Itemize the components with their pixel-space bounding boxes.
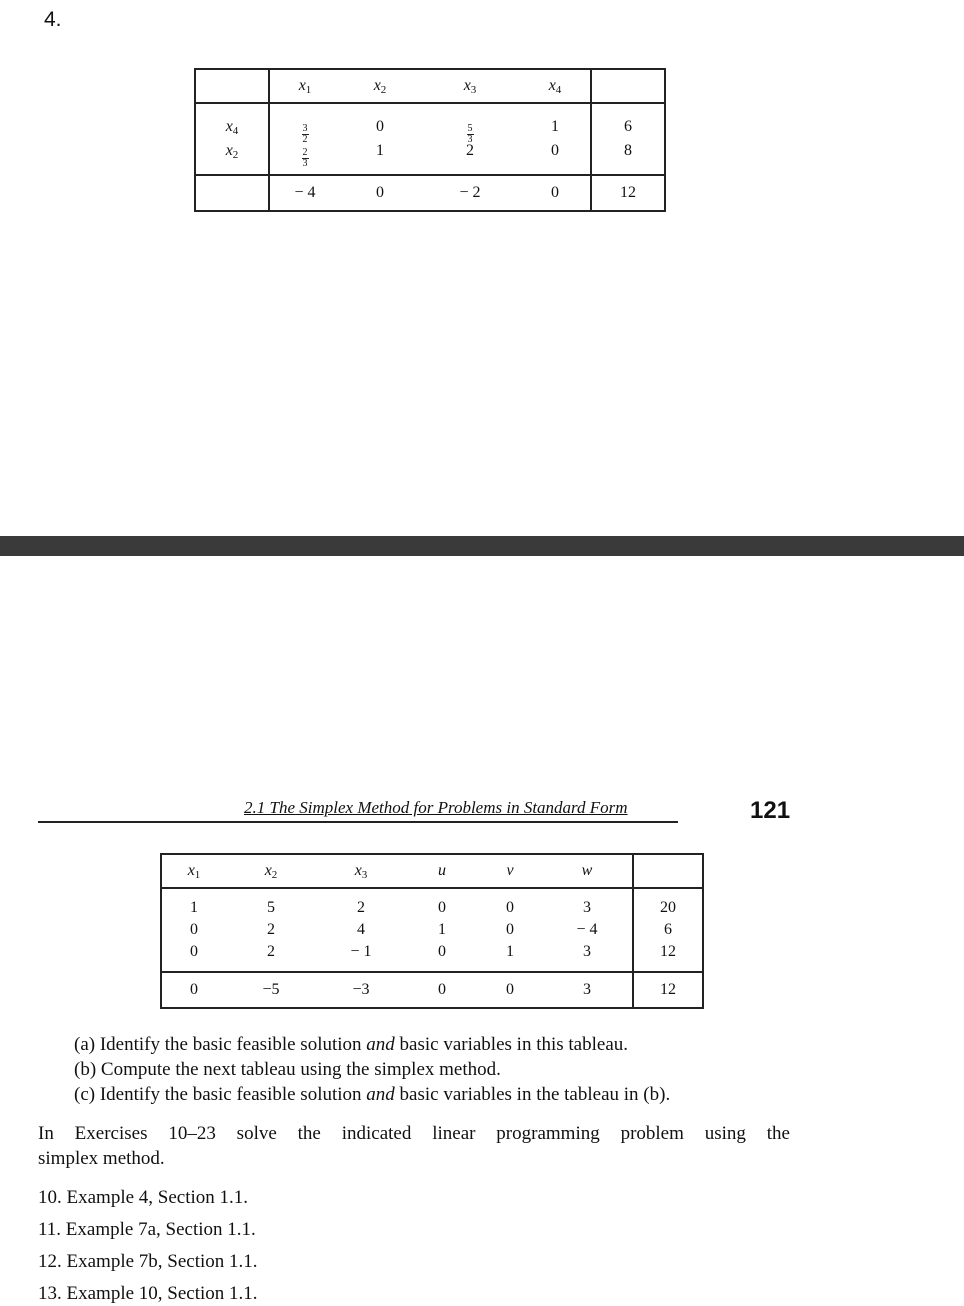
variable-header-row <box>269 69 591 103</box>
col-header: w <box>581 861 593 879</box>
objective-row <box>161 972 633 1008</box>
question-a: (a) Identify the basic feasible solution and basic variables in this tableau. <box>74 1034 629 1055</box>
col-x3 <box>420 115 520 163</box>
exercises-intro-line2: simplex method. <box>38 1148 165 1169</box>
basis-column <box>195 103 269 175</box>
objective-value: 0 <box>506 981 514 998</box>
column-values <box>226 897 316 963</box>
coefficient-block <box>161 888 633 972</box>
cell-value: 2 <box>466 142 474 159</box>
cell-value: 1 <box>376 142 384 159</box>
cell-value: 3 <box>583 899 591 916</box>
cell-value: 1 <box>190 899 198 916</box>
objective-value: 0 <box>376 184 384 201</box>
cell-value: 1 <box>506 943 514 960</box>
cell-value: − 4 <box>576 921 598 938</box>
exercise-item: 12. Example 7b, Section 1.1. <box>38 1251 258 1272</box>
question-c: (c) Identify the basic feasible solution and basic variables in the tableau in (b). <box>74 1084 671 1105</box>
cell-value: 3 <box>583 943 591 960</box>
objective-value: 3 <box>583 981 591 998</box>
column-values <box>316 897 406 963</box>
objective-value: −3 <box>352 981 370 998</box>
rhs-column <box>633 888 703 972</box>
cell-value: $\frac{5}{3}$ <box>467 123 473 145</box>
cell-value: 1 <box>551 118 559 135</box>
col-header: $x_3$ <box>354 861 368 881</box>
col-x2 <box>340 115 420 163</box>
cell-value: 0 <box>551 142 559 159</box>
cell-value: 0 <box>438 943 446 960</box>
variable-header-row <box>161 854 633 888</box>
column-values <box>478 897 542 963</box>
objective-row <box>269 175 591 211</box>
cell-value: 4 <box>357 921 365 938</box>
cell-value: 6 <box>664 921 672 938</box>
cell-value: 2 <box>267 943 275 960</box>
column-values <box>406 897 478 963</box>
exercise-item: 11. Example 7a, Section 1.1. <box>38 1219 256 1240</box>
col-header: $x_3$ <box>463 76 477 96</box>
cell-value: 2 <box>357 899 365 916</box>
tableau-2 <box>160 853 704 1009</box>
cell-value: 20 <box>660 899 676 916</box>
cell-value: 5 <box>267 899 275 916</box>
col-header: $x_2$ <box>373 76 387 96</box>
cell-value: − 1 <box>350 943 372 960</box>
tableau-1 <box>194 68 666 212</box>
exercises-intro-line1: In Exercises 10–23 solve the indicated linear programming problem using the <box>38 1123 790 1144</box>
col-x1 <box>270 115 340 169</box>
rhs-column <box>591 103 665 175</box>
cell-value: 6 <box>624 118 632 135</box>
col-x4 <box>520 115 590 163</box>
exercise-item: 10. Example 4, Section 1.1. <box>38 1187 249 1208</box>
problem-number: 4. <box>44 8 62 31</box>
col-header: $x_2$ <box>264 861 278 881</box>
cell-value: 0 <box>506 921 514 938</box>
column-values <box>162 897 226 963</box>
objective-value: − 4 <box>294 184 316 201</box>
corner-cell <box>195 69 269 103</box>
cell-value: 8 <box>624 142 632 159</box>
basis-var: $x_2$ <box>225 142 239 161</box>
cell-value: 0 <box>190 943 198 960</box>
col-header: v <box>506 861 514 879</box>
page-divider <box>0 536 964 556</box>
objective-value: −5 <box>262 981 280 998</box>
cell-value: 0 <box>376 118 384 135</box>
objective-value: 0 <box>190 981 198 998</box>
cell-value: $\frac{3}{2}$ <box>302 123 308 145</box>
cell-value: 2 <box>267 921 275 938</box>
exercise-item: 13. Example 10, Section 1.1. <box>38 1283 258 1304</box>
objective-value: 0 <box>551 184 559 201</box>
cell-value: 0 <box>438 899 446 916</box>
rhs-header <box>633 854 703 888</box>
col-header: $x_1$ <box>298 76 312 96</box>
cell-value: $\frac{2}{3}$ <box>302 147 308 169</box>
cell-value: 12 <box>660 943 676 960</box>
cell-value: 0 <box>190 921 198 938</box>
question-b: (b) Compute the next tableau using the simplex method. <box>74 1059 501 1080</box>
col-header: $x_4$ <box>548 76 562 96</box>
basis-var: $x_4$ <box>225 118 239 137</box>
running-head: 2.1 The Simplex Method for Problems in Standard Form <box>244 798 628 817</box>
objective-label-cell <box>195 175 269 211</box>
page-number: 121 <box>750 797 791 824</box>
coefficient-block <box>269 103 591 175</box>
header-rule <box>38 821 678 823</box>
objective-rhs: 12 <box>591 175 665 211</box>
objective-value: 0 <box>438 981 446 998</box>
rhs-header <box>591 69 665 103</box>
cell-value: 1 <box>438 921 446 938</box>
col-header: u <box>438 861 446 879</box>
objective-rhs: 12 <box>633 972 703 1008</box>
objective-value: − 2 <box>459 184 481 201</box>
col-header: $x_1$ <box>187 861 201 881</box>
column-values <box>542 897 632 963</box>
cell-value: 0 <box>506 899 514 916</box>
